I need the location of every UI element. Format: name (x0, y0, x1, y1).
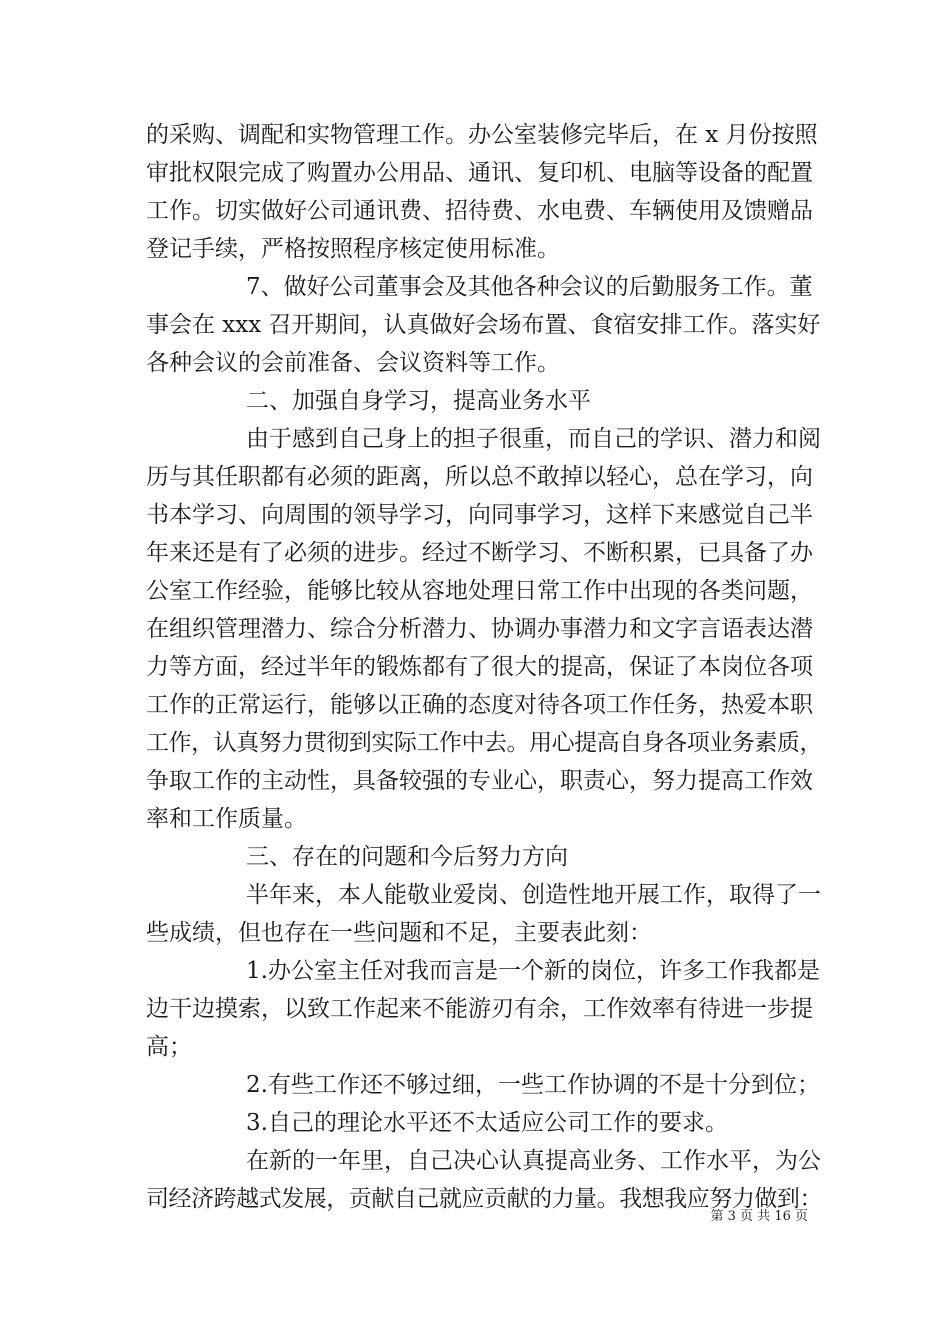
text-line: 的采购、调配和实物管理工作。办公室装修完毕后，在 x 月份按照 (146, 122, 818, 148)
text-line: 工作的正常运行，能够以正确的态度对待各项工作任务，热爱本职 (146, 692, 813, 718)
text-line: 由于感到自己身上的担子很重，而自己的学识、潜力和阅 (246, 426, 821, 452)
body-text (146, 116, 822, 1218)
text-line: 工作。切实做好公司通讯费、招待费、水电费、车辆使用及馈赠品 (146, 198, 813, 224)
text-line: 工作，认真努力贯彻到实际工作中去。用心提高自身各项业务素质， (146, 730, 823, 756)
text-line: 三、存在的问题和今后努力方向 (246, 844, 568, 870)
text-line: 年来还是有了必须的进步。经过不断学习、不断积累，已具备了办 (146, 540, 813, 566)
text-line: 在组织管理潜力、综合分析潜力、协调办事潜力和文字言语表达潜 (146, 616, 813, 642)
text-line: 争取工作的主动性，具备较强的专业心，职责心，努力提高工作效 (146, 768, 813, 794)
text-line: 力等方面，经过半年的锻炼都有了很大的提高，保证了本岗位各项 (146, 654, 813, 680)
text-line: 3.自己的理论水平还不太适应公司工作的要求。 (246, 1110, 728, 1136)
text-line: 高； (146, 1034, 192, 1060)
text-line: 司经济跨越式发展，贡献自己就应贡献的力量。我想我应努力做到： (146, 1186, 823, 1212)
text-line: 边干边摸索，以致工作起来不能游刃有余，工作效率有待进一步提 (146, 996, 813, 1022)
text-line: 2.有些工作还不够过细，一些工作协调的不是十分到位； (246, 1072, 820, 1098)
text-line: 登记手续，严格按照程序核定使用标准。 (146, 236, 560, 262)
page-number: 第 3 页 共 16 页 (710, 1209, 808, 1224)
text-line: 审批权限完成了购置办公用品、通讯、复印机、电脑等设备的配置 (146, 160, 813, 186)
text-line: 历与其任职都有必须的距离，所以总不敢掉以轻心，总在学习，向 (146, 464, 813, 490)
text-line: 7、做好公司董事会及其他各种会议的后勤服务工作。董 (246, 274, 813, 300)
text-line: 各种会议的会前准备、会议资料等工作。 (146, 350, 560, 376)
text-line: 率和工作质量。 (146, 806, 307, 832)
text-line: 半年来，本人能敬业爱岗、创造性地开展工作，取得了一 (246, 882, 821, 908)
text-line: 公室工作经验，能够比较从容地处理日常工作中出现的各类问题， (146, 578, 813, 604)
text-line: 些成绩，但也存在一些问题和不足，主要表此刻： (146, 920, 652, 946)
text-line: 书本学习、向周围的领导学习，向同事学习，这样下来感觉自己半 (146, 502, 813, 528)
text-line: 在新的一年里，自己决心认真提高业务、工作水平，为公 (246, 1148, 821, 1174)
text-line: 1.办公室主任对我而言是一个新的岗位，许多工作我都是 (246, 958, 820, 984)
text-line: 二、加强自身学习，提高业务水平 (246, 388, 591, 414)
text-line: 事会在 xxx 召开期间，认真做好会场布置、食宿安排工作。落实好 (146, 312, 821, 338)
